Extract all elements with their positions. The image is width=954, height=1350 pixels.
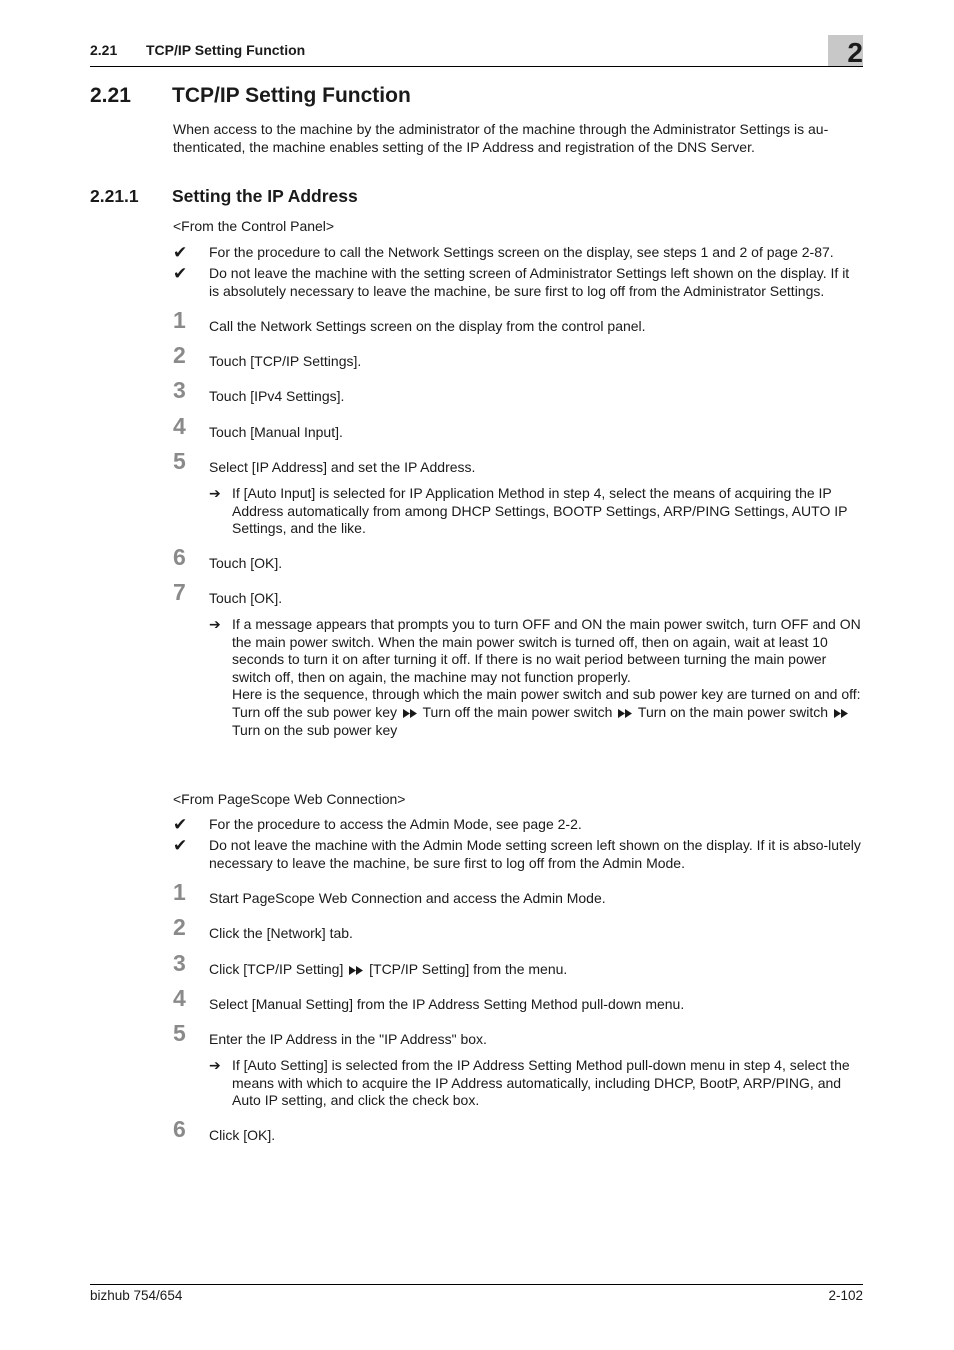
double-arrow-icon [618, 709, 632, 718]
header-section-number: 2.21 [90, 42, 118, 58]
header-section-title: TCP/IP Setting Function [146, 42, 306, 58]
subsection-title: Setting the IP Address [172, 186, 358, 206]
control-panel-label: <From the Control Panel> [173, 218, 335, 234]
step-text: Select [Manual Setting] from the IP Address Setting Method pull-down menu. [209, 996, 685, 1012]
step-number: 2 [173, 914, 186, 940]
double-arrow-icon [403, 709, 417, 718]
check-text: Do not leave the machine with the setting screen of Administrator Settings left shown on the display. If it is absolutely necessary to leave the machine, be sure first to log off from the Administrator Settings. [209, 265, 850, 299]
intro-paragraph: When access to the machine by the administrator of the machine through the Administrator Settings is au-thenticated, the machine enables setting of the IP Address and registration of the DNS Server. [173, 121, 829, 155]
step-text: Click the [Network] tab. [209, 925, 353, 941]
sequence-step: Turn off the sub power key [232, 703, 397, 720]
arrow-icon: ➔ [209, 1057, 221, 1073]
step-text: Touch [IPv4 Settings]. [209, 388, 345, 404]
check-text: Do not leave the machine with the Admin Mode setting screen left shown on the display. If it is abso-lutely necessary to leave the machine, be sure first to log off from the Admin Mode. [209, 837, 861, 871]
web-connection-label: <From PageScope Web Connection> [173, 791, 406, 807]
chapter-number: 2 [847, 37, 863, 68]
step-number: 5 [173, 1020, 186, 1046]
step-number: 4 [173, 985, 186, 1011]
arrow-icon: ➔ [209, 616, 221, 632]
subsection-number: 2.21.1 [90, 186, 139, 206]
step-number: 5 [173, 448, 186, 474]
step-text: Click [OK]. [209, 1127, 276, 1143]
sequence-step: Turn off the main power switch [422, 703, 613, 720]
section-heading [90, 84, 411, 108]
step-text: Start PageScope Web Connection and access the Admin Mode. [209, 890, 606, 906]
sequence-step: Turn on the sub power key [232, 721, 398, 738]
check-text: For the procedure to call the Network Settings screen on the display, see steps 1 and 2 of page 2-87. [209, 244, 834, 260]
section-title: TCP/IP Setting Function [172, 84, 411, 107]
power-warning: If a message appears that prompts you to turn OFF and ON the main power switch, turn OFF and ON the main power switch. When the main power switch is turned off, then on again, wait at least 10 seconds to turn it on after turning it off. If there is no wait period between turning the main power switch off, then on again, the machine may not function properly. [232, 616, 861, 685]
check-icon: ✔ [173, 815, 188, 834]
step-number: 1 [173, 879, 186, 905]
note-text [232, 616, 863, 739]
check-icon: ✔ [173, 243, 188, 262]
menu-path-end: [TCP/IP Setting] from the menu. [369, 961, 568, 977]
check-icon: ✔ [173, 836, 188, 855]
check-text: For the procedure to access the Admin Mode, see page 2-2. [209, 816, 582, 832]
step-text: Touch [TCP/IP Settings]. [209, 353, 362, 369]
menu-path-start: Click [TCP/IP Setting] [209, 961, 344, 977]
note-text: If [Auto Input] is selected for IP Application Method in step 4, select the means of acquiring the IP Address automatically from among DHCP Settings, BOOTP Settings, ARP/PING Settings, AUTO IP Settings, and the like. [232, 485, 848, 537]
step-text: Enter the IP Address in the "IP Address" box. [209, 1031, 487, 1047]
sequence-intro: Here is the sequence, through which the main power switch and sub power key are turned on and off: [232, 686, 861, 703]
footer-model: bizhub 754/654 [90, 1288, 183, 1303]
chapter-tab [828, 35, 863, 66]
double-arrow-icon [834, 709, 848, 718]
footer-page-number: 2-102 [828, 1288, 863, 1303]
running-header [90, 42, 863, 67]
step-number: 6 [173, 544, 186, 570]
subsection-heading [90, 186, 358, 207]
step-text: Touch [OK]. [209, 555, 283, 571]
page-footer [90, 1284, 863, 1303]
step-text: Touch [Manual Input]. [209, 424, 343, 440]
step-text [209, 961, 863, 979]
step-number: 2 [173, 342, 186, 368]
check-icon: ✔ [173, 264, 188, 283]
step-text: Touch [OK]. [209, 590, 283, 606]
step-number: 6 [173, 1116, 186, 1142]
arrow-icon: ➔ [209, 485, 221, 501]
double-arrow-icon [349, 966, 363, 975]
step-number: 3 [173, 377, 186, 403]
step-text: Select [IP Address] and set the IP Address. [209, 459, 476, 475]
step-text: Call the Network Settings screen on the display from the control panel. [209, 318, 646, 334]
step-number: 1 [173, 307, 186, 333]
sequence-step: Turn on the main power switch [637, 703, 829, 720]
section-number: 2.21 [90, 84, 131, 107]
note-text: If [Auto Setting] is selected from the IP Address Setting Method pull-down menu in step 4, select the means with which to acquire the IP Address automatically, including DHCP, BootP, ARP/PING, and Auto IP setting, and click the check box. [232, 1057, 850, 1109]
step-number: 4 [173, 413, 186, 439]
step-number: 3 [173, 950, 186, 976]
step-number: 7 [173, 579, 186, 605]
